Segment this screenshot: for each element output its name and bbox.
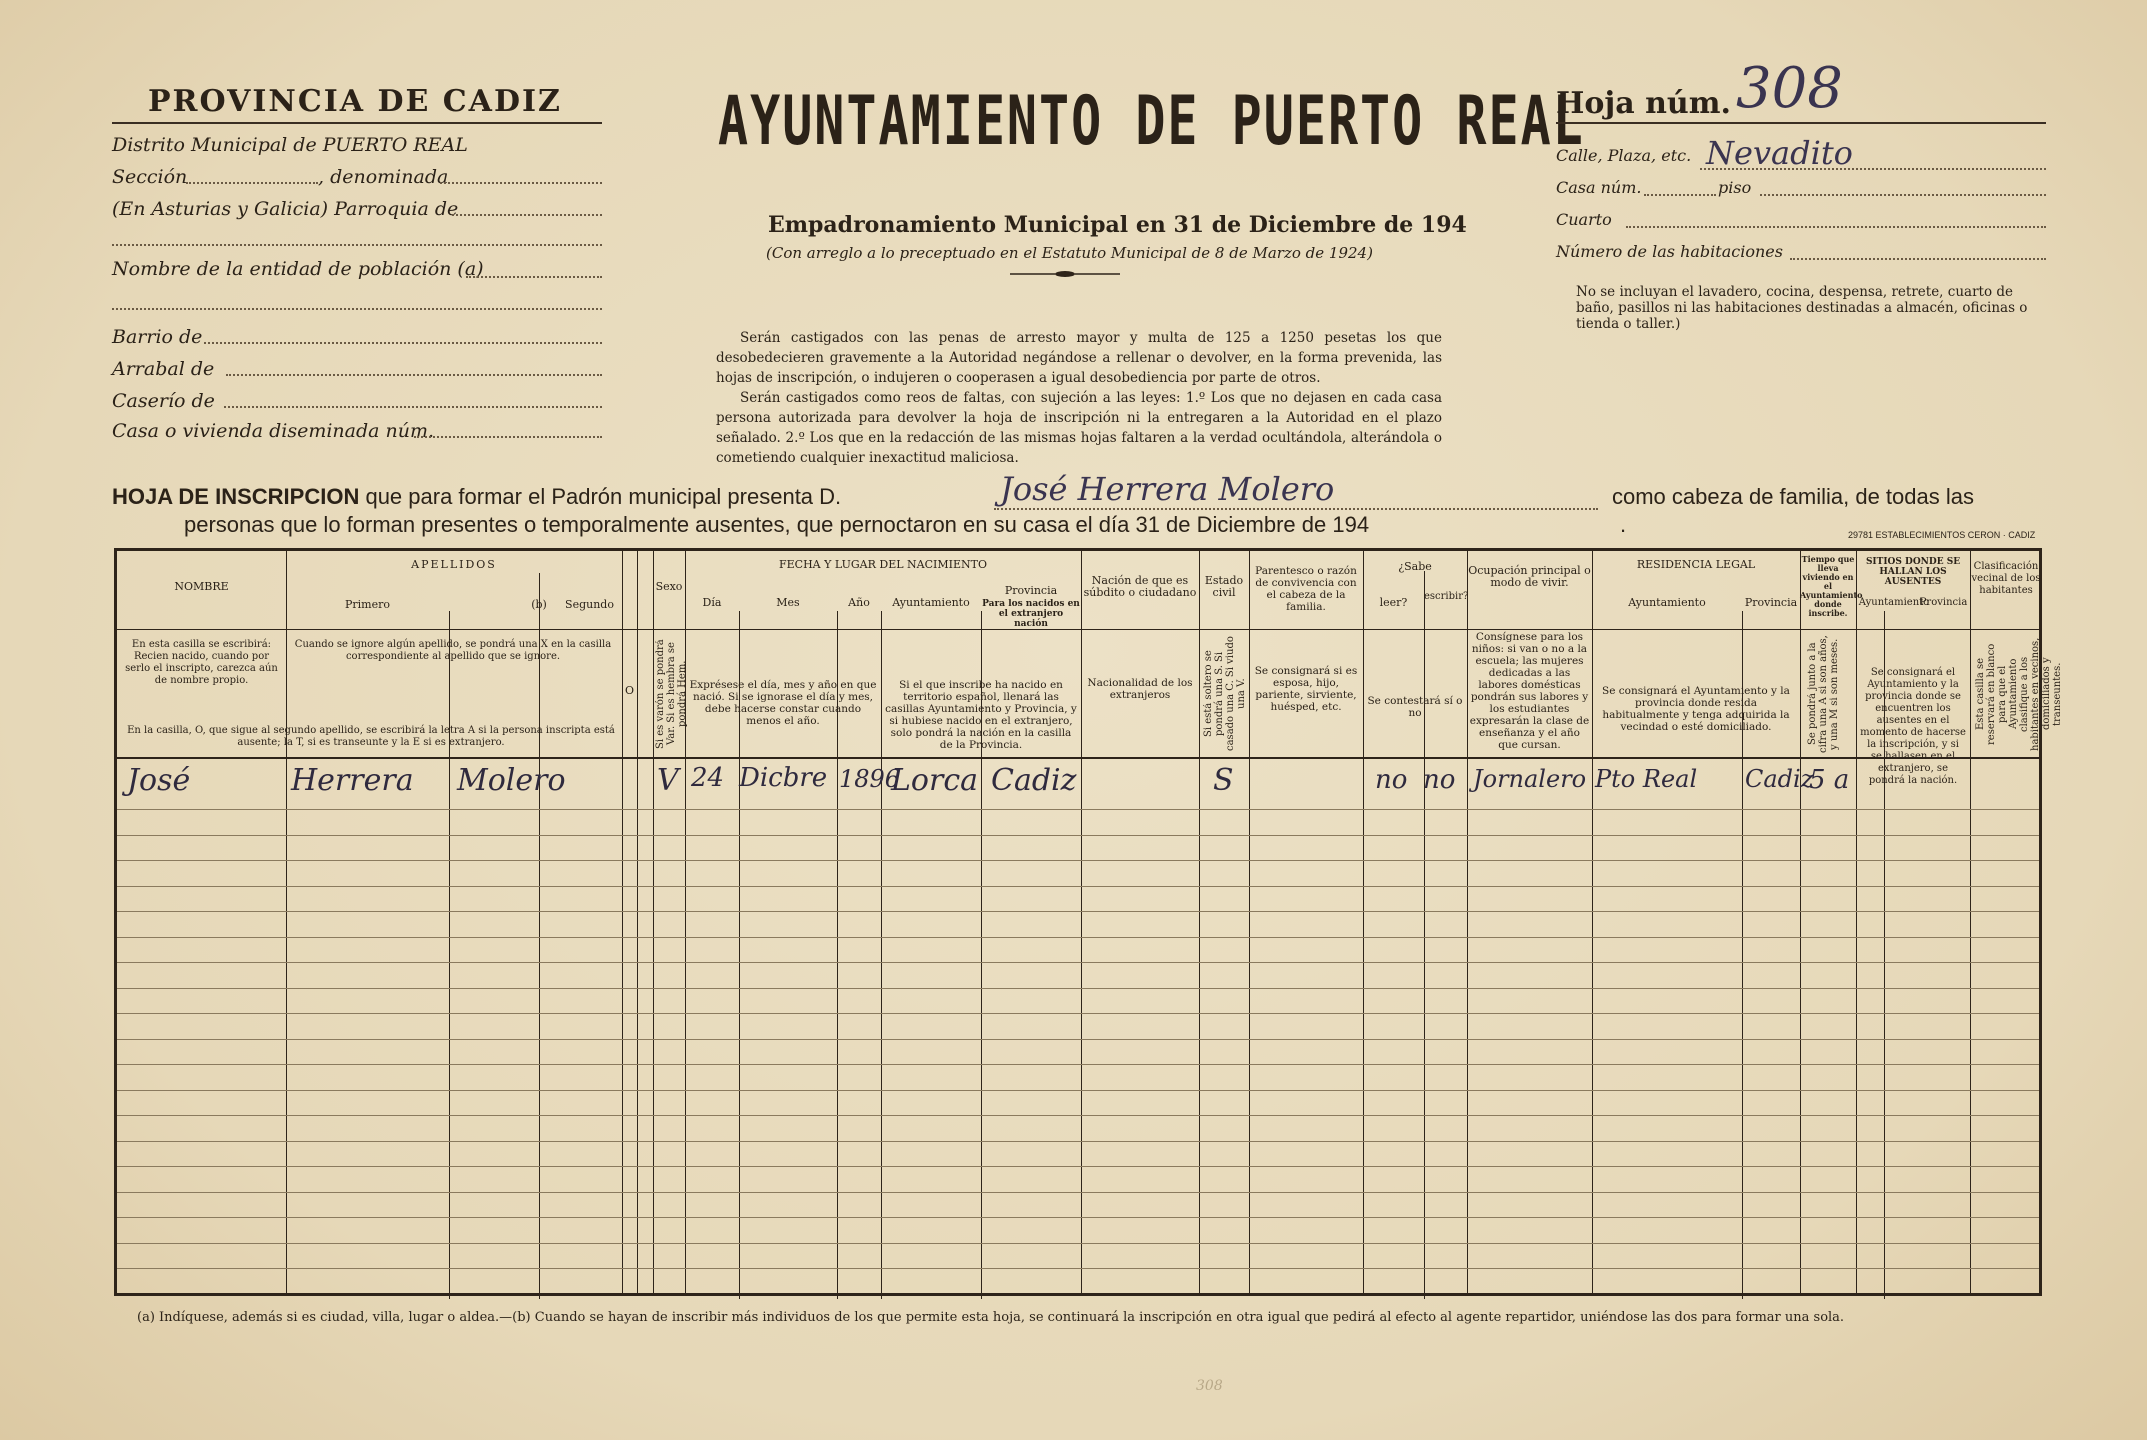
instr-lugar: Si el que inscribe ha nacido en territorio español, llenará las casillas Ayuntamiento y Provincia, y si hubiese nacido en el extranjero, solo pondrá la nación en la casilla de la Provincia. [885, 679, 1077, 751]
row-rule [117, 1039, 2039, 1040]
instr-nombre: En esta casilla se escribirá: Recien nacido, cuando por serlo el inscripto, carezca aún de nombre propio. [125, 639, 278, 686]
entity-field [466, 276, 602, 278]
cell-res-ayto: Pto Real [1595, 765, 1698, 793]
head-name-field [994, 508, 1598, 510]
entity-label: Nombre de la entidad de población (a) [112, 258, 484, 280]
header-sit-prov: Provincia [1919, 597, 1968, 608]
warning-paragraph-1: Serán castigados con las penas de arresto mayor y multa de 125 a 1250 pesetas los que desobedecieren gravemente a la Autoridad negándose a rellenar o devolver, en la forma prevenida, las hojas de inscripción, o indujeren o cooperasen a igual desobediencia por parte de otros. [716, 330, 1442, 386]
cell-segundo: Molero [457, 763, 566, 798]
row-rule [117, 1243, 2039, 1244]
row-rule [117, 962, 2039, 963]
row-rule [117, 1192, 2039, 1193]
street-field [1700, 168, 2046, 170]
header-parentesco: Parentesco o razón de convivencia con el cabeza de la familia. [1255, 565, 1357, 613]
inscription-line-1 [112, 484, 841, 510]
barrio-field [204, 342, 602, 344]
cell-primero: Herrera [291, 763, 414, 798]
section-field [186, 182, 318, 184]
header-residencia: RESIDENCIA LEGAL [1636, 558, 1756, 571]
rooms-count-field [1790, 258, 2046, 260]
inscription-text-end: como cabeza de familia, de todas las [1612, 484, 1974, 509]
instr-sabe: Se contestará sí o no [1367, 695, 1463, 719]
cell-ano: 1896 [839, 765, 901, 793]
header-nombre: NOMBRE [174, 580, 229, 593]
row-rule [117, 809, 2039, 810]
cell-provincia: Cadiz [991, 763, 1077, 798]
row-rule [117, 1268, 2039, 1269]
row-rule [117, 988, 2039, 989]
rooms-note: No se incluyan el lavadero, cocina, despensa, retrete, cuarto de baño, pasillos ni las habitaciones destinadas a almacén, oficinas o tienda o taller.) [1576, 284, 2028, 332]
header-nacion: Nación de que es súbdito o ciudadano [1083, 574, 1197, 599]
arrabal-field [226, 374, 602, 376]
header-provincia: Provincia [1004, 584, 1058, 597]
header-sit-ayto: Ayuntamiento [1858, 597, 1930, 608]
census-subheading: (Con arreglo a lo preceptuado en el Estatuto Municipal de 8 de Marzo de 1924) [766, 244, 1373, 262]
barrio-label: Barrio de [112, 326, 203, 348]
sheet-number: 308 [1736, 56, 1843, 121]
header-dia: Día [702, 596, 722, 609]
instr-fecha: Exprésese el día, mes y año en que nació. Si se ignorase el día y mes, debe hacerse constar cuando menos el año. [689, 679, 877, 727]
caserio-field [224, 406, 602, 408]
row-rule [117, 1115, 2039, 1116]
header-sabe: ¿Sabe [1398, 560, 1432, 573]
inscription-title: HOJA DE INSCRIPCION [112, 484, 360, 509]
header-res-ayto: Ayuntamiento [1628, 596, 1706, 609]
instr-ocupacion: Consígnese para los niños: si van o no a la escuela; las mujeres dedicadas a las labores domésticas pondrán sus labores y los estudiantes expresarán la clase de enseñanza y el año que cursan. [1469, 631, 1590, 751]
arrabal-label: Arrabal de [112, 358, 215, 380]
street-value: Nevadito [1706, 134, 1853, 172]
province-title: PROVINCIA DE CADIZ [148, 84, 562, 119]
instr-clasif: Esta casilla se reservará en blanco para que el Ayuntamiento clasifique a los habitantes en vecinos, domiciliados y transeuntes. [1975, 637, 2063, 751]
printer-serial: 29781 ESTABLECIMIENTOS CERON · CADIZ [1848, 530, 2036, 540]
cell-escribir: no [1423, 765, 1456, 795]
header-provincia-note: Para los nacidos en el extranjero nación [982, 599, 1080, 629]
row-rule [117, 1064, 2039, 1065]
instr-parentesco: Se consignará si es esposa, hijo, pariente, sirviente, huésped, etc. [1254, 665, 1358, 713]
floor-field [1760, 194, 2046, 196]
header-tiempo: Tiempo que lleva viviendo en el Ayuntamiento donde inscribe. [1800, 554, 1863, 618]
header-sitios: SITIOS DONDE SE HALLAN LOS AUSENTES [1865, 557, 1961, 587]
cell-mes: Dicbre [739, 763, 828, 793]
header-apellidos: APELLIDOS [411, 558, 497, 571]
cell-dia: 24 [691, 763, 725, 793]
head-of-family-name: José Herrera Molero [1000, 470, 1335, 508]
row-rule [117, 911, 2039, 912]
row-rule [117, 835, 2039, 836]
parish-field-2 [112, 244, 602, 246]
inscription-text: que para formar el Padrón municipal presenta D. [365, 484, 842, 509]
census-heading: Empadronamiento Municipal en 31 de Diciembre de 194 [768, 212, 1467, 238]
census-table [114, 548, 2063, 1296]
instr-residencia: Se consignará el Ayuntamiento y la provincia donde resida habitualmente y tenga adquirida la vecindad o esté domiciliado. [1602, 685, 1790, 733]
sheet-label: Hoja núm. [1556, 86, 1731, 121]
instr-apellidos-2: En la casilla, O, que sigue al segundo apellido, se escribirá la letra A si la persona inscripta está ausente; la T, si es transeunte y la E si es extranjero. [127, 725, 615, 748]
row-rule [117, 1217, 2039, 1218]
cell-tiempo: 5 a [1809, 765, 1850, 795]
entity-field-2 [112, 308, 602, 310]
row-rule [117, 1166, 2039, 1167]
header-mes: Mes [776, 596, 800, 609]
divider [1556, 122, 2046, 124]
parish-label: (En Asturias y Galicia) Parroquia de [112, 198, 459, 220]
ornament-icon [1010, 270, 1120, 278]
caserio-label: Caserío de [112, 390, 215, 412]
bottom-mark: 308 [1196, 1378, 1223, 1394]
cell-res-prov: Cadiz [1745, 765, 1814, 793]
row-rule [117, 937, 2039, 938]
header-sexo: Sexo [655, 580, 683, 593]
row-rule [117, 1013, 2039, 1014]
header-escribir: escribir? [1424, 591, 1469, 602]
row-rule [117, 1090, 2039, 1091]
casa-field [414, 436, 602, 438]
cell-ayuntamiento: Lorca [891, 763, 979, 798]
header-ayuntamiento: Ayuntamiento [892, 596, 970, 609]
instr-nacion: Nacionalidad de los extranjeros [1087, 677, 1193, 701]
header-estado: Estado civil [1204, 574, 1244, 599]
house-label: Casa núm. [1556, 178, 1642, 197]
named-label: , denominada [318, 166, 449, 188]
casa-label: Casa o vivienda diseminada núm. [112, 420, 435, 442]
header-ocupacion: Ocupación principal o modo de vivir. [1468, 564, 1591, 589]
divider [112, 122, 602, 124]
inscription-line-2: personas que lo forman presentes o temporalmente ausentes, que pernoctaron en su casa el día 31 de Diciembre de 194 [184, 512, 1370, 537]
instr-sitios: Se consignará el Ayuntamiento y la provincia donde se encuentren los ausentes en el momento de hacerse la inscripción, y si se hallasen en el extranjero, se pondrá la nación. [1860, 667, 1966, 786]
row-rule [117, 886, 2039, 887]
instr-apellidos-1: Cuando se ignore algún apellido, se pondrá una X en la casilla correspondiente al apellido que se ignore. [294, 639, 612, 662]
row-rule [117, 860, 2039, 861]
cell-leer: no [1375, 765, 1408, 795]
header-res-prov: Provincia [1744, 596, 1798, 609]
header-ano: Año [848, 596, 870, 609]
instr-tiempo: Se pondrá junto a la cifra una A si son años, y una M si son meses. [1807, 635, 1840, 753]
street-label: Calle, Plaza, etc. [1556, 146, 1692, 165]
instr-sexo: Si es varón se pondrá Var. Si es hembra se pondrá Hem. [655, 639, 688, 749]
municipality-title: AYUNTAMIENTO DE PUERTO REAL [718, 82, 1585, 161]
cell-sexo: V [657, 763, 679, 798]
header-segundo: Segundo [565, 598, 614, 611]
house-field [1644, 194, 1716, 196]
cell-estado: S [1213, 763, 1234, 798]
header-primero: Primero [345, 598, 390, 611]
parish-field [452, 214, 602, 216]
footnote: (a) Indíquese, además si es ciudad, villa, lugar o aldea.—(b) Cuando se hayan de inscribir más individuos de los que permite esta hoja, se continuará la inscripción en otra igual que pedirá al efecto al agente repartidor, uniéndose las dos para formar una sola. [137, 1310, 1845, 1325]
warning-paragraph-2: Serán castigados como reos de faltas, con sujeción a las leyes: 1.º Los que no dejasen en cada casa persona autorizada para devolver la hoja de inscripción ni la entregaren a la Autoridad en el plazo señalado. 2.º Los que en la redacción de las mismas hojas faltaren a la verdad ocultándola, alterándola o cometiendo cualquier inexactitud maliciosa. [716, 390, 1442, 466]
district-label: Distrito Municipal de PUERTO REAL [112, 134, 468, 156]
header-clasif: Clasificación vecinal de los habitantes [1971, 561, 2041, 596]
room-label: Cuarto [1556, 210, 1612, 229]
section-label: Sección [112, 166, 188, 188]
row-rule [117, 1141, 2039, 1142]
named-field [440, 182, 602, 184]
header-b: (b) [531, 598, 547, 611]
header-nacimiento: FECHA Y LUGAR DEL NACIMIENTO [779, 558, 987, 571]
cell-nombre: José [127, 763, 191, 798]
floor-label: piso [1718, 178, 1752, 197]
room-field [1626, 226, 2046, 228]
instr-o: O [624, 684, 635, 697]
header-leer: leer? [1379, 596, 1408, 609]
cell-ocupacion: Jornalero [1473, 765, 1587, 793]
instr-estado: Si está soltero se pondrá una S. Si casado una C. Si viudo una V. [1203, 636, 1247, 752]
rooms-count-label: Número de las habitaciones [1556, 242, 1783, 261]
inscription-line-2-end: . [1620, 512, 1627, 537]
